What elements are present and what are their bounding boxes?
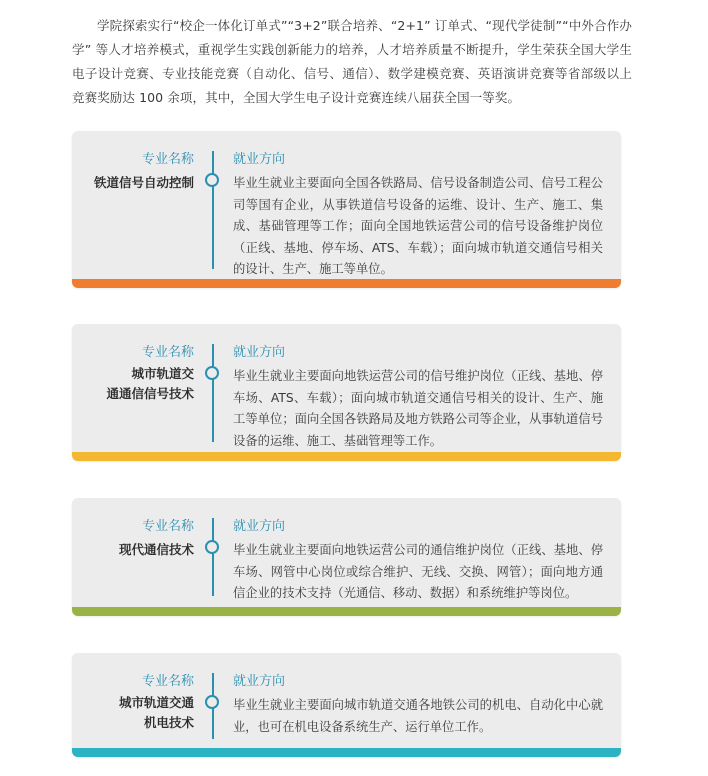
timeline-dot (205, 540, 219, 554)
timeline-dot (205, 695, 219, 709)
career-description: 毕业生就业主要面向地铁运营公司的通信维护岗位（正线、基地、停车场、网管中心岗位或综合维护、无线、交换、网管）；面向地方通信企业的技术支持（光通信、移动、数据）和系统维护等岗位。 (233, 543, 603, 600)
major-card (72, 324, 621, 461)
major-card (72, 498, 621, 616)
major-name: 铁道信号自动控制 (93, 175, 194, 190)
career-label: 就业方向 (233, 345, 286, 360)
major-card (72, 131, 621, 288)
major-name: 城市轨道交通 (118, 695, 194, 710)
timeline-line (212, 344, 214, 442)
timeline-line (212, 518, 214, 596)
major-name: 城市轨道交 (131, 366, 194, 381)
career-description: 毕业生就业主要面向全国各铁路局、信号设备制造公司、信号工程公司等国有企业，从事铁道信号设备的运维、设计、生产、施工、集成、基础管理等工作；面向全国地铁运营公司的信号设备维护岗位（正线、基地、停车场、ATS、车载）；面向城市轨道交通信号相关的设计、生产、施工等单位。 (233, 176, 603, 276)
major-name: 现代通信技术 (118, 542, 194, 557)
card-accent-bar (72, 748, 621, 757)
career-description: 毕业生就业主要面向地铁运营公司的信号维护岗位（正线、基地、停车场、ATS、车载）；面向城市轨道交通信号相关的设计、生产、施工等单位；面向全国各铁路局及地方铁路公司等企业，从事轨道信号设备的运维、施工、基础管理等工作。 (233, 369, 603, 448)
timeline-dot (205, 366, 219, 380)
career-label: 就业方向 (233, 674, 286, 689)
timeline-dot (205, 173, 219, 187)
card-accent-bar (72, 279, 621, 288)
major-label: 专业名称 (141, 152, 194, 167)
career-label: 就业方向 (233, 152, 286, 167)
timeline-line (212, 151, 214, 269)
intro-paragraph: 学院探索实行“校企一体化订单式”“3+2”联合培养、“2+1” 订单式、“现代学徒制”“中外合作办学” 等人才培养模式，重视学生实践创新能力的培养，人才培养质量不断提升，学生荣获全国大学生电子设计竞赛、专业技能竞赛（自动化、信号、通信）、数学建模竞赛、英语演讲竞赛等省部级以上竞赛奖励达 100 余项，其中，全国大学生电子设计竞赛连续八届获全国一等奖。 (72, 18, 632, 105)
major-label: 专业名称 (141, 674, 194, 689)
major-name: 通通信信号技术 (106, 386, 194, 401)
major-label: 专业名称 (141, 519, 194, 534)
card-accent-bar (72, 452, 621, 461)
major-card (72, 653, 621, 757)
career-description: 毕业生就业主要面向城市轨道交通各地铁公司的机电、自动化中心就业，也可在机电设备系统生产、运行单位工作。 (233, 698, 603, 734)
card-accent-bar (72, 607, 621, 616)
career-label: 就业方向 (233, 519, 286, 534)
major-label: 专业名称 (141, 345, 194, 360)
major-name: 机电技术 (143, 715, 194, 730)
